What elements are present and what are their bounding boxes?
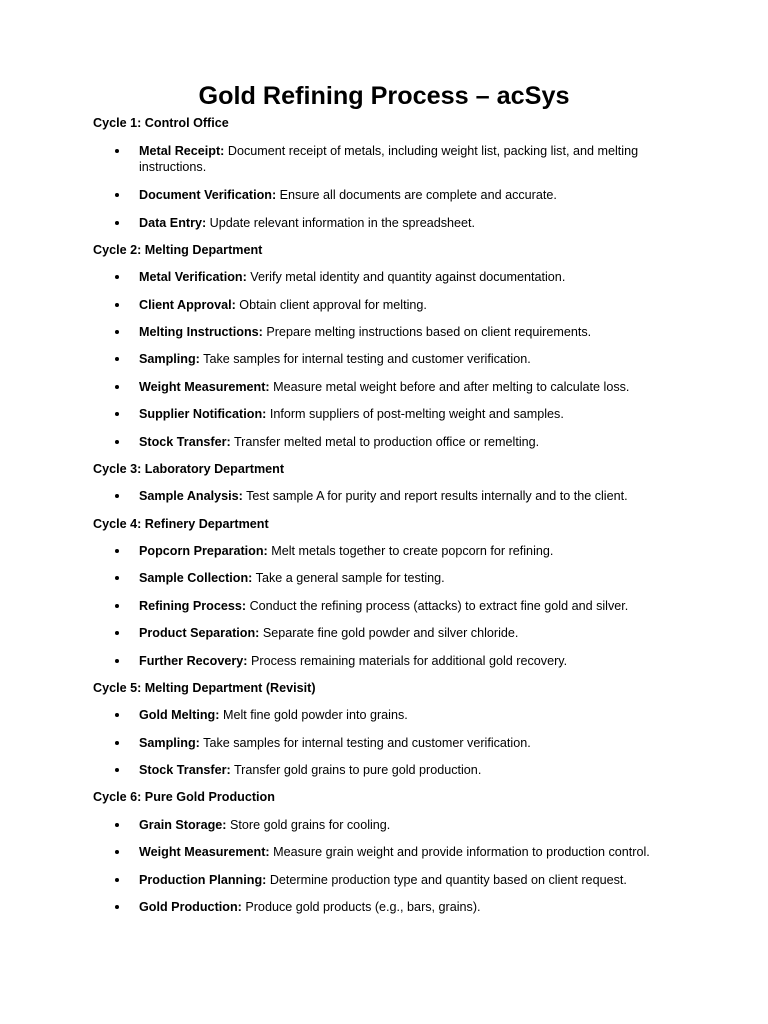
list-item — [139, 598, 699, 614]
item-text: Take samples for internal testing and customer verification. — [199, 736, 531, 750]
item-term: Production Planning: — [139, 873, 267, 887]
list-item — [139, 187, 699, 203]
list-item — [139, 844, 699, 860]
bullet-icon — [115, 149, 119, 153]
item-text: Store gold grains for cooling. — [226, 818, 391, 832]
document-title: Gold Refining Process – acSys — [198, 82, 570, 110]
item-term: Sampling: — [139, 352, 200, 366]
list-item — [139, 324, 699, 340]
item-text: Measure grain weight and provide information to production control. — [269, 845, 650, 859]
list-item — [139, 625, 699, 641]
bullet-icon — [115, 850, 119, 854]
bullet-icon — [115, 768, 119, 772]
item-term: Sample Collection: — [139, 571, 253, 585]
item-term: Melting Instructions: — [139, 325, 263, 339]
item-term: Weight Measurement: — [139, 380, 270, 394]
list-item — [139, 406, 699, 422]
bullet-icon — [115, 412, 119, 416]
item-text: Separate fine gold powder and silver chloride. — [259, 626, 519, 640]
bullet-icon — [115, 357, 119, 361]
item-text: Melt metals together to create popcorn for refining. — [267, 544, 554, 558]
bullet-icon — [115, 823, 119, 827]
bullet-icon — [115, 659, 119, 663]
item-text: Measure metal weight before and after melting to calculate loss. — [269, 380, 630, 394]
list-item — [139, 379, 699, 395]
list-item — [139, 872, 699, 888]
item-text: Determine production type and quantity based on client request. — [266, 873, 627, 887]
item-text: Produce gold products (e.g., bars, grains). — [241, 900, 481, 914]
list-item — [139, 351, 699, 367]
list-item — [139, 735, 699, 751]
item-term: Data Entry: — [139, 216, 207, 230]
cycle-heading: Cycle 1: Control Office — [93, 116, 229, 130]
item-text: Document receipt of metals, including weight list, packing list, and melting instructions. — [139, 144, 639, 174]
bullet-icon — [115, 303, 119, 307]
bullet-icon — [115, 385, 119, 389]
bullet-icon — [115, 549, 119, 553]
cycle-heading: Cycle 5: Melting Department (Revisit) — [93, 681, 316, 695]
list-item — [139, 488, 699, 504]
item-term: Gold Production: — [139, 900, 242, 914]
list-item — [139, 762, 699, 778]
bullet-icon — [115, 193, 119, 197]
item-term: Stock Transfer: — [139, 435, 231, 449]
item-text: Take samples for internal testing and customer verification. — [199, 352, 531, 366]
item-text: Process remaining materials for additional gold recovery. — [247, 654, 568, 668]
item-text: Take a general sample for testing. — [252, 571, 445, 585]
list-item — [139, 269, 699, 285]
list-item — [139, 434, 699, 450]
cycle-heading: Cycle 2: Melting Department — [93, 243, 263, 257]
item-text: Update relevant information in the spreadsheet. — [206, 216, 476, 230]
item-term: Product Separation: — [139, 626, 260, 640]
item-text: Transfer melted metal to production office or remelting. — [230, 435, 540, 449]
item-term: Weight Measurement: — [139, 845, 270, 859]
item-term: Metal Receipt: — [139, 144, 225, 158]
cycle-heading: Cycle 3: Laboratory Department — [93, 462, 285, 476]
item-term: Stock Transfer: — [139, 763, 231, 777]
list-item — [139, 570, 699, 586]
bullet-icon — [115, 741, 119, 745]
item-term: Further Recovery: — [139, 654, 248, 668]
item-term: Sampling: — [139, 736, 200, 750]
item-text: Obtain client approval for melting. — [235, 298, 427, 312]
item-term: Popcorn Preparation: — [139, 544, 268, 558]
bullet-icon — [115, 330, 119, 334]
bullet-icon — [115, 576, 119, 580]
bullet-icon — [115, 905, 119, 909]
item-text: Test sample A for purity and report results internally and to the client. — [242, 489, 628, 503]
bullet-icon — [115, 221, 119, 225]
bullet-icon — [115, 494, 119, 498]
item-text: Ensure all documents are complete and accurate. — [276, 188, 557, 202]
item-term: Grain Storage: — [139, 818, 227, 832]
item-text: Transfer gold grains to pure gold production. — [230, 763, 482, 777]
list-item — [139, 543, 699, 559]
item-text: Conduct the refining process (attacks) to extract fine gold and silver. — [246, 599, 629, 613]
list-item — [139, 297, 699, 313]
list-item — [139, 707, 699, 723]
item-text: Melt fine gold powder into grains. — [219, 708, 408, 722]
item-term: Metal Verification: — [139, 270, 247, 284]
item-term: Sample Analysis: — [139, 489, 243, 503]
item-text: Inform suppliers of post-melting weight and samples. — [266, 407, 564, 421]
item-text: Verify metal identity and quantity against documentation. — [246, 270, 566, 284]
list-item — [139, 215, 699, 231]
item-text: Prepare melting instructions based on client requirements. — [262, 325, 592, 339]
item-term: Refining Process: — [139, 599, 247, 613]
list-item — [139, 143, 699, 175]
list-item — [139, 653, 699, 669]
item-term: Supplier Notification: — [139, 407, 267, 421]
bullet-icon — [115, 440, 119, 444]
bullet-icon — [115, 604, 119, 608]
item-term: Gold Melting: — [139, 708, 220, 722]
bullet-icon — [115, 631, 119, 635]
item-term: Client Approval: — [139, 298, 236, 312]
list-item — [139, 817, 699, 833]
list-item — [139, 899, 699, 915]
bullet-icon — [115, 275, 119, 279]
cycle-heading: Cycle 4: Refinery Department — [93, 517, 269, 531]
cycle-heading: Cycle 6: Pure Gold Production — [93, 790, 275, 804]
item-term: Document Verification: — [139, 188, 277, 202]
bullet-icon — [115, 713, 119, 717]
bullet-icon — [115, 878, 119, 882]
